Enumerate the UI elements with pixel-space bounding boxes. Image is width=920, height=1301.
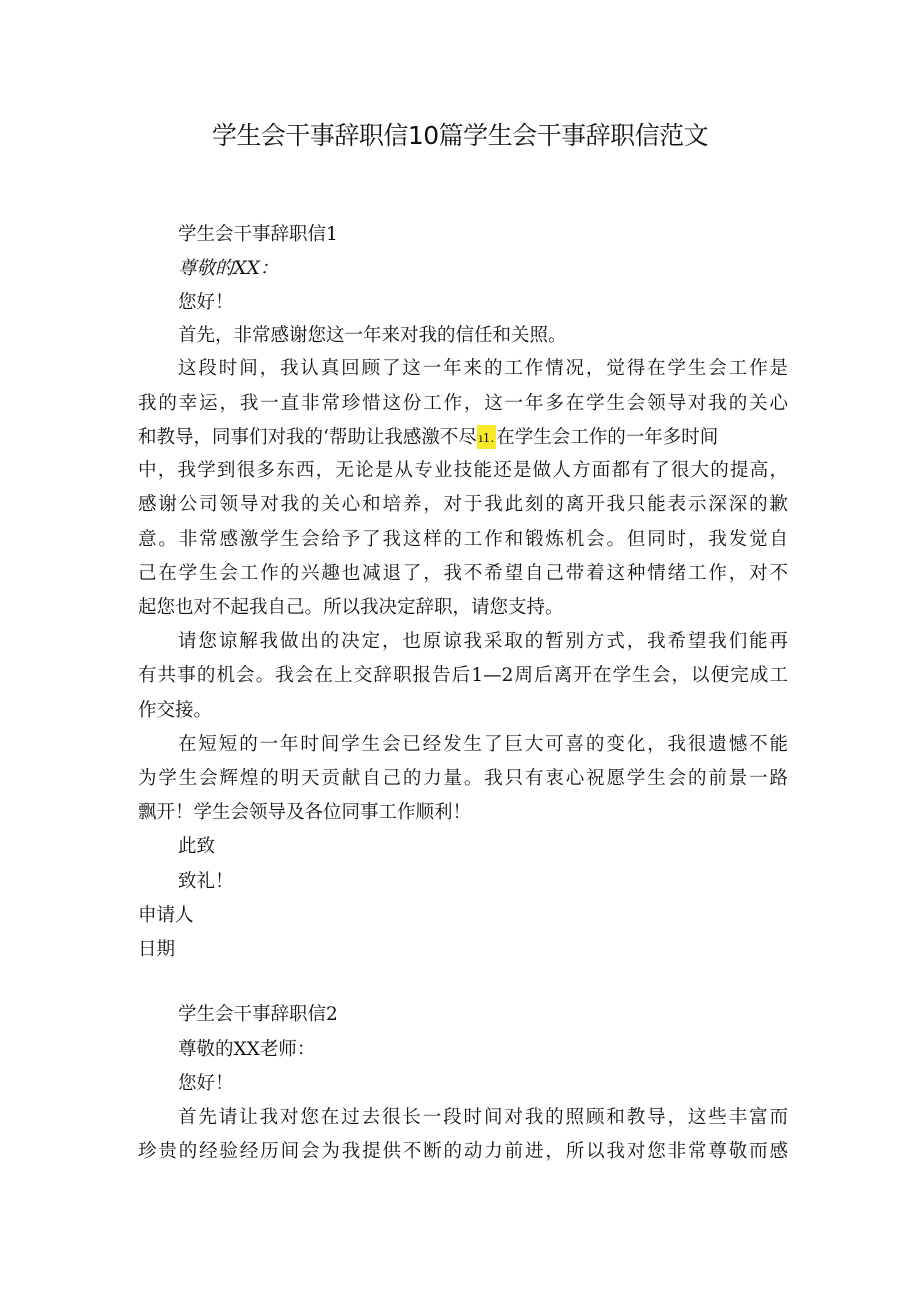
letter2-heading: 学生会干事辞职信2	[178, 1004, 338, 1025]
letter2-p1-line: 首先请让我对您在过去很长一段时间对我的照顾和教导，这些丰富而	[178, 1107, 788, 1128]
letter1-p4-line: 在短短的一年时间学生会已经发生了巨大可喜的变化，我很遗憾不能	[178, 734, 788, 755]
letter1-closing2: 致礼！	[178, 871, 234, 892]
letter1-greeting: 您好！	[178, 292, 234, 313]
letter1-p3-line: 作交接。	[138, 700, 213, 721]
letter2-p1-line: 珍贵的经验经历间会为我提供不断的动力前进，所以我对您非常尊敬而感	[138, 1141, 788, 1162]
letter2-greeting: 您好！	[178, 1073, 234, 1094]
letter1-p2-line: 感谢公司领导对我的关心和培养，对于我此刻的离开我只能表示深深的歉	[138, 494, 788, 515]
letter1-p2-line: 己在学生会工作的兴趣也减退了，我不希望自己带着这种情绪工作，对不	[138, 563, 788, 584]
letter1-p3-line: 有共事的机会。我会在上交辞职报告后1—2周后离开在学生会，以便完成工	[138, 665, 788, 686]
letter1-p3-line: 请您谅解我做出的决定，也原谅我采取的暂别方式，我希望我们能再	[178, 631, 788, 652]
letter1-p2-line	[138, 425, 788, 451]
letter1-closing1: 此致	[178, 836, 216, 857]
letter1-heading: 学生会干事辞职信1	[178, 224, 338, 245]
letter1-p2-line: 这段时间，我认真回顾了这一年来的工作情况，觉得在学生会工作是	[178, 358, 788, 379]
letter1-p2-line: 我的幸运，我一直非常珍惜这份工作，这一年多在学生会领导对我的关心	[138, 393, 788, 414]
document-title: 学生会干事辞职信10篇学生会干事辞职信范文	[211, 121, 709, 150]
letter1-date: 日期	[138, 939, 176, 960]
letter1-p2-line3-after: 在学生会工作的一年多时间	[496, 427, 719, 448]
letter1-p2-line: 中，我学到很多东西，无论是从专业技能还是做人方面都有了很大的提高，	[138, 460, 788, 481]
letter1-p2-line: 意。非常感激学生会给予了我这样的工作和锻炼机会。但同时，我发觉自	[138, 529, 788, 550]
letter2-salutation: 尊敬的XX老师：	[178, 1039, 316, 1060]
letter1-p4-line: 飘开！学生会领导及各位同事工作顺利！	[138, 802, 472, 823]
letter1-p2-line3-before: 和教导，同事们对我的‘帮助让我感激不尽	[138, 427, 477, 448]
letter1-p2-line: 起您也对不起我自己。所以我决定辞职，请您支持。	[138, 597, 564, 618]
letter1-p4-line: 为学生会辉煌的明天贡献自己的力量。我只有衷心祝愿学生会的前景一路	[138, 768, 788, 789]
highlight-mark: ı1.	[477, 425, 496, 449]
letter1-applicant: 申请人	[138, 905, 194, 926]
letter1-paragraph1: 首先，非常感谢您这一年来对我的信任和关照。	[178, 325, 567, 346]
letter1-salutation: 尊敬的XX：	[178, 258, 279, 279]
